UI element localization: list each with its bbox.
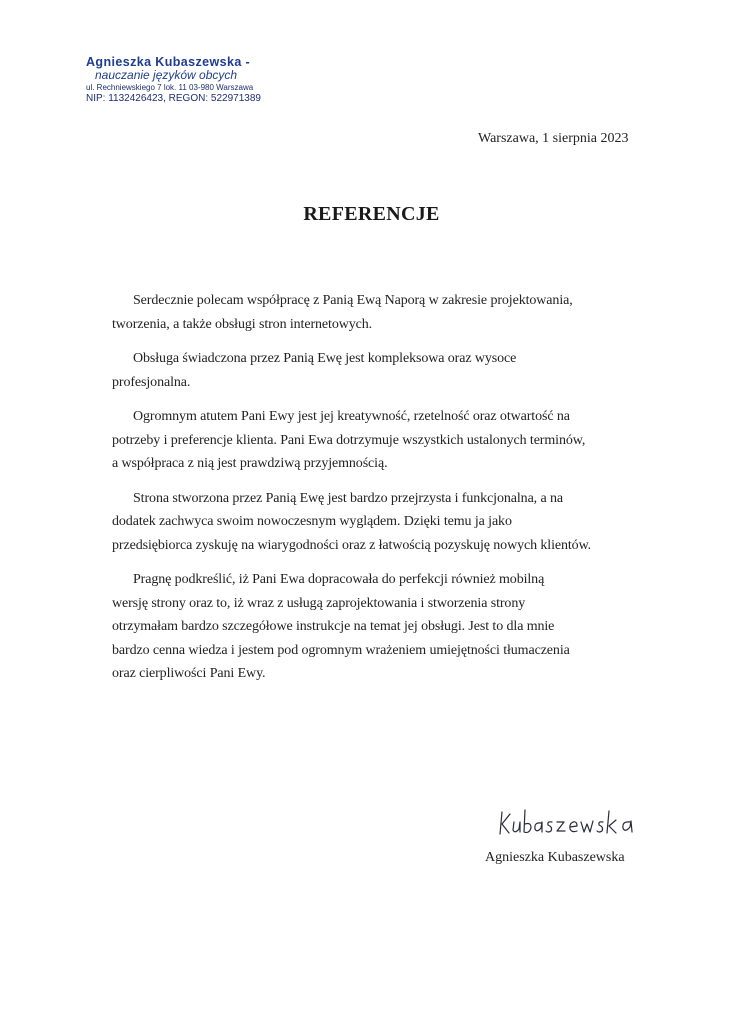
signer-name: Agnieszka Kubaszewska — [485, 850, 625, 865]
document-title: REFERENCJE — [303, 203, 440, 225]
paragraph-line: bardzo cenna wiedza i jestem pod ogromnym wrażeniem umiejętności tłumaczenia — [112, 642, 570, 658]
handwritten-signature — [496, 802, 656, 842]
stamp-company-name: Agnieszka Kubaszewska - — [86, 55, 251, 69]
paragraph-line: oraz cierpliwości Pani Ewy. — [112, 666, 266, 681]
paragraph-4 — [112, 487, 652, 558]
paragraph-line: a współpraca z nią jest prawdziwą przyjemnością. — [112, 456, 388, 471]
paragraph-3 — [112, 405, 652, 476]
paragraph-5 — [112, 568, 652, 686]
paragraph-line: dodatek zachwyca swoim nowoczesnym wyglądem. Dzięki temu ja jako — [112, 514, 512, 529]
paragraph-line: potrzeby i preferencje klienta. Pani Ewa dotrzymuje wszystkich ustalonych terminów, — [112, 432, 586, 448]
paragraph-2 — [112, 347, 652, 394]
paragraph-line: tworzenia, a także obsługi stron internetowych. — [112, 316, 373, 332]
letter-date: Warszawa, 1 sierpnia 2023 — [478, 131, 629, 146]
paragraph-line: Obsługa świadczona przez Panią Ewę jest kompleksowa oraz wysoce — [133, 351, 517, 366]
letterhead-stamp — [86, 55, 316, 105]
paragraph-line: przedsiębiorca zyskuję na wiarygodności oraz z łatwością pozyskuję nowych klientów. — [112, 537, 592, 553]
stamp-subtitle: nauczanie języków obcych — [95, 68, 238, 82]
paragraph-line: Pragnę podkreślić, iż Pani Ewa dopracowała do perfekcji również mobilną — [133, 572, 545, 587]
paragraph-1 — [112, 289, 652, 336]
paragraph-line: Ogromnym atutem Pani Ewy jest jej kreatywność, rzetelność oraz otwartość na — [133, 409, 570, 424]
paragraph-line: Strona stworzona przez Panią Ewę jest bardzo przejrzysta i funkcjonalna, a na — [133, 490, 564, 506]
paragraph-line: profesjonalna. — [112, 374, 191, 390]
paragraph-line: otrzymałam bardzo szczegółowe instrukcje na temat jej obsługi. Jest to dla mnie — [112, 619, 555, 634]
paragraph-line: Serdecznie polecam współpracę z Panią Ewą Naporą w zakresie projektowania, — [133, 293, 573, 308]
stamp-tax-ids: NIP: 1132426423, REGON: 522971389 — [86, 93, 261, 104]
stamp-address: ul. Rechniewskiego 7 lok. 11 03-980 Warszawa — [86, 83, 254, 92]
letter-body — [112, 289, 652, 697]
paragraph-line: wersję strony oraz to, iż wraz z usługą zaprojektowania i stworzenia strony — [112, 595, 526, 611]
